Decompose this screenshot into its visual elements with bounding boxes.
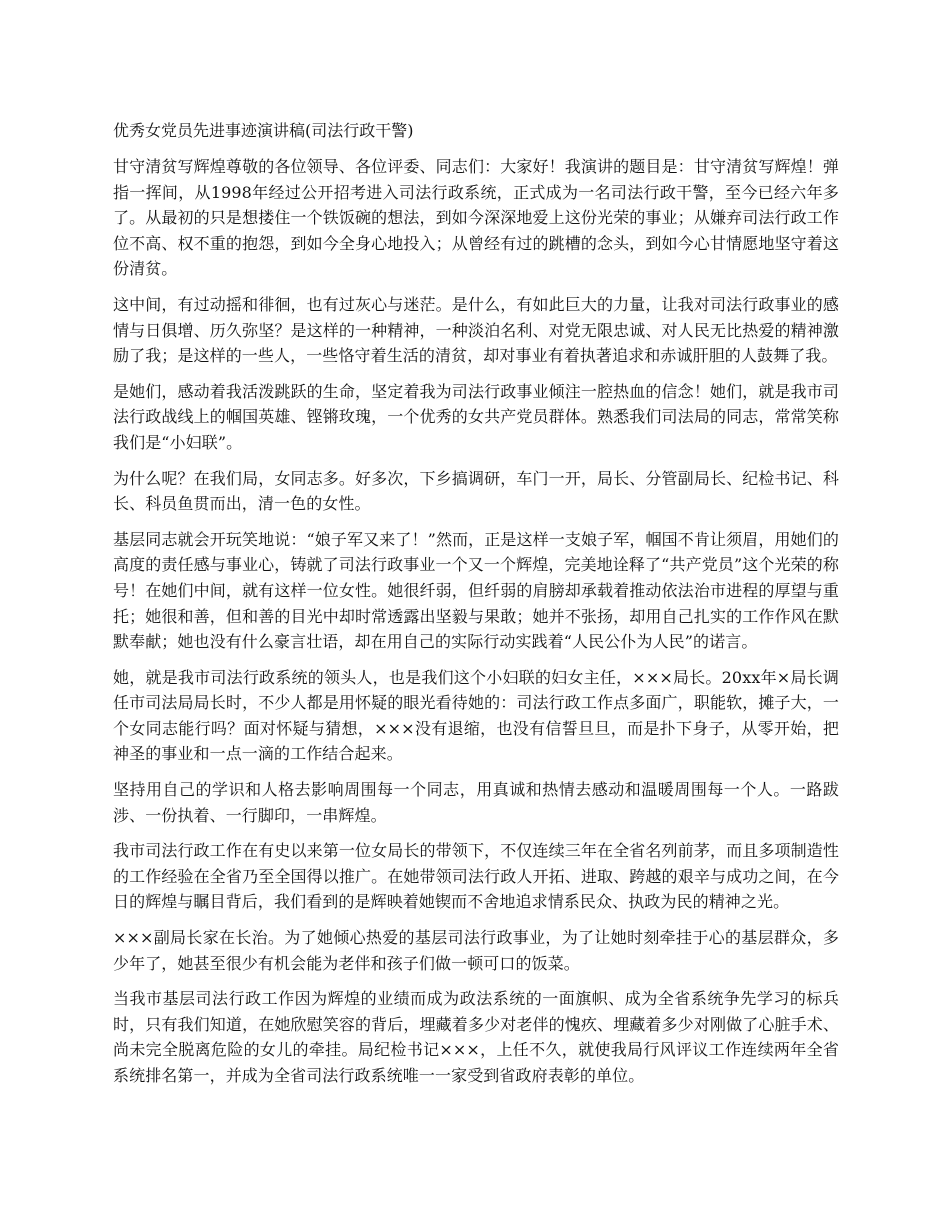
document-page [113,118,839,1099]
document-title: 优秀女党员先进事迹演讲稿(司法行政干警) [113,121,414,140]
paragraph-4: 为什么呢？在我们局，女同志多。好多次，下乡搞调研，车门一开，局长、分管副局长、纪检书记、科长、科员鱼贯而出，清一色的女性。 [113,468,839,514]
paragraph-1: 甘守清贫写辉煌尊敬的各位领导、各位评委、同志们：大家好！我演讲的题目是：甘守清贫写辉煌！弹指一挥间，从1998年经过公开招考进入司法行政系统，正式成为一名司法行政干警，至今已经六年多了。从最初的只是想搂住一个铁饭碗的想法，到如今深深地爱上这份光荣的事业；从嫌弃司法行政工作位不高、权不重的抱怨，到如今全身心地投入；从曾经有过的跳槽的念头，到如今心甘情愿地坚守着这份清贫。 [113,157,839,279]
paragraph-6: 她，就是我市司法行政系统的领头人，也是我们这个小妇联的妇女主任，×××局长。20xx年×局长调任市司法局局长时，不少人都是用怀疑的眼光看待她的：司法行政工作点多面广，职能软，摊子大，一个女同志能行吗？面对怀疑与猜想，×××没有退缩，也没有信誓旦旦，而是扑下身子，从零开始，把神圣的事业和一点一滴的工作结合起来。 [113,667,839,764]
paragraph-10: 当我市基层司法行政工作因为辉煌的业绩而成为政法系统的一面旗帜、成为全省系统争先学习的标兵时，只有我们知道，在她欣慰笑容的背后，埋藏着多少对老伴的愧疚、埋藏着多少对刚做了心脏手术、尚未完全脱离危险的女儿的牵挂。局纪检书记×××，上任不久，就使我局行风评议工作连续两年全省系统排名第一，并成为全省司法行政系统唯一一家受到省政府表彰的单位。 [113,989,839,1085]
paragraph-2: 这中间，有过动摇和徘徊，也有过灰心与迷茫。是什么，有如此巨大的力量，让我对司法行政事业的感情与日俱增、历久弥坚？是这样的一种精神，一种淡泊名利、对党无限忠诚、对人民无比热爱的精神激励了我；是这样的一些人，一些恪守着生活的清贫，却对事业有着执著追求和赤诚肝胆的人鼓舞了我。 [113,294,839,366]
paragraph-3: 是她们，感动着我活泼跳跃的生命，坚定着我为司法行政事业倾注一腔热血的信念！她们，就是我市司法行政战线上的帼国英雄、铿锵玫瑰，一个优秀的女共产党员群体。熟悉我们司法局的同志，常常笑称我们是“小妇联”。 [113,381,839,452]
paragraph-5: 基层同志就会开玩笑地说：“娘子军又来了！”然而，正是这样一支娘子军，帼国不肯让须眉，用她们的高度的责任感与事业心，铸就了司法行政事业一个又一个辉煌，完美地诠释了“共产党员”这个光荣的称号！在她们中间，就有这样一位女性。她很纤弱，但纤弱的肩膀却承载着推动依法治市进程的厚望与重托；她很和善，但和善的目光中却时常透露出坚毅与果敢；她并不张扬，却用自己扎实的工作作风在默默奉献；她也没有什么豪言壮语，却在用自己的实际行动实践着“人民公仆为人民”的诺言。 [113,529,839,652]
paragraph-9: ×××副局长家在长治。为了她倾心热爱的基层司法行政事业，为了让她时刻牵挂于心的基层群众，多少年了，她甚至很少有机会能为老伴和孩子们做一顿可口的饭菜。 [113,928,839,973]
paragraph-7: 坚持用自己的学识和人格去影响周围每一个同志，用真诚和热情去感动和温暖周围每一个人。一路跋涉、一份执着、一行脚印，一串辉煌。 [113,780,839,825]
paragraph-8: 我市司法行政工作在有史以来第一位女局长的带领下，不仅连续三年在全省名列前茅，而且多项制造性的工作经验在全省乃至全国得以推广。在她带领司法行政人开拓、进取、跨越的艰辛与成功之间，在今日的辉煌与瞩目背后，我们看到的是辉映着她锲而不舍地追求情系民众、执政为民的精神之光。 [113,841,839,912]
